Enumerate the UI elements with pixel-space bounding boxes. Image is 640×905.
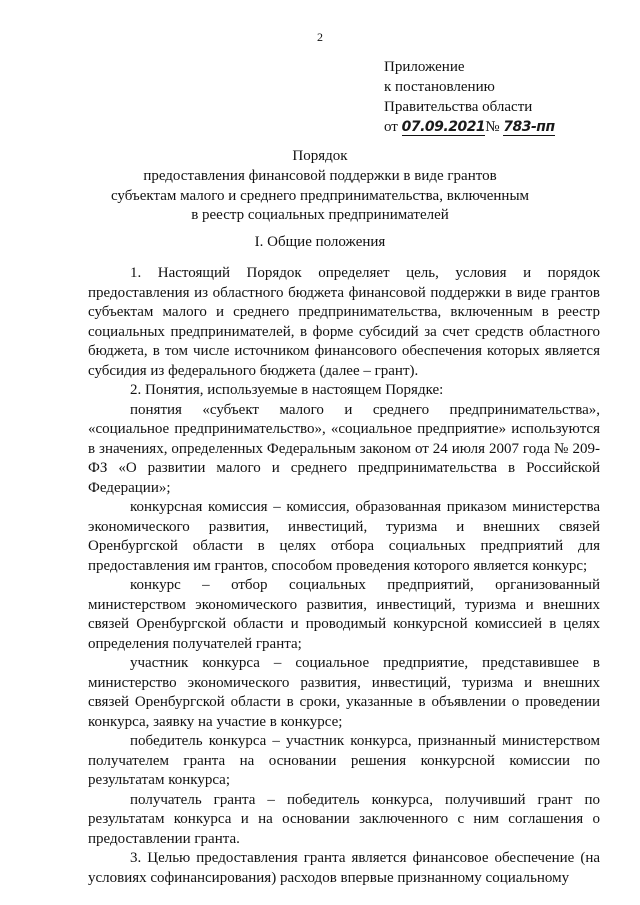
appendix-date-line (384, 117, 555, 137)
document-title: Порядок (292, 148, 348, 164)
paragraph: получатель гранта – победитель конкурса, получивший грант по результатам конкурса и на основании заключенного с ним соглашения о предоставлении гранта. (88, 791, 600, 847)
handwritten-number: 783-пп (503, 119, 555, 135)
paragraph: 2. Понятия, используемые в настоящем Порядке: (130, 382, 444, 398)
document-body (88, 264, 600, 888)
paragraph: участник конкурса – социальное предприятие, представившее в министерство экономического развития, инвестиций, туризма и внешних связей Оренбургской области в сроки, указанные в объявлении о проведении конкурса, заявку на участие в конкурсе; (88, 655, 600, 730)
paragraph: 1. Настоящий Порядок определяет цель, условия и порядок предоставления из областного бюджета финансовой поддержки в виде грантов субъектам малого и среднего предпринимательства, включенным в реестр социальных предпринимателей, в форме субсидий за счет средств областного бюджета, в том числе источником финансового обеспечения которых является субсидия из федерального бюджета (далее – грант). (88, 265, 600, 379)
document-subtitle: предоставления финансовой поддержки в виде грантов субъектам малого и среднего предпринимательства, включенным в реестр социальных предпринимателей (110, 168, 530, 223)
appendix-block (384, 57, 555, 137)
page-number: 2 (317, 30, 323, 44)
paragraph: победитель конкурса – участник конкурса, признанный министерством получателем гранта на основании решения конкурсной комиссии по результатам конкурса; (88, 733, 600, 788)
paragraph: конкурс – отбор социальных предприятий, организованный министерством экономического развития, инвестиций, туризма и внешних связей Оренбургской области и проводимый конкурсной комиссией в целях определения получателей гранта; (88, 577, 600, 652)
appendix-line-2: к постановлению (384, 79, 495, 95)
number-sign: № (485, 119, 500, 135)
paragraph: понятия «субъект малого и среднего предпринимательства», «социальное предпринимательство», «социальное предприятие» используются в значениях, определенных Федеральным законом от 24 июля 2007 года № 209-ФЗ «О развитии малого и среднего предпринимательства в Российской Федерации»; (88, 401, 600, 496)
section-heading: I. Общие положения (254, 234, 386, 250)
appendix-from-prefix: от (384, 119, 398, 135)
appendix-line-3: Правительства области (384, 99, 533, 115)
handwritten-date: 07.09.2021 (401, 119, 486, 135)
paragraph: конкурсная комиссия – комиссия, образованная приказом министерства экономического развития, инвестиций, туризма и внешних связей Оренбургской области в целях отбора социальных предприятий для предоставления им грантов, способом проведения которого является конкурс; (88, 499, 600, 574)
paragraph: 3. Целью предоставления гранта является финансовое обеспечение (на условиях софинансирования) расходов впервые признанному социальному (88, 850, 600, 886)
appendix-line-1: Приложение (384, 59, 465, 75)
